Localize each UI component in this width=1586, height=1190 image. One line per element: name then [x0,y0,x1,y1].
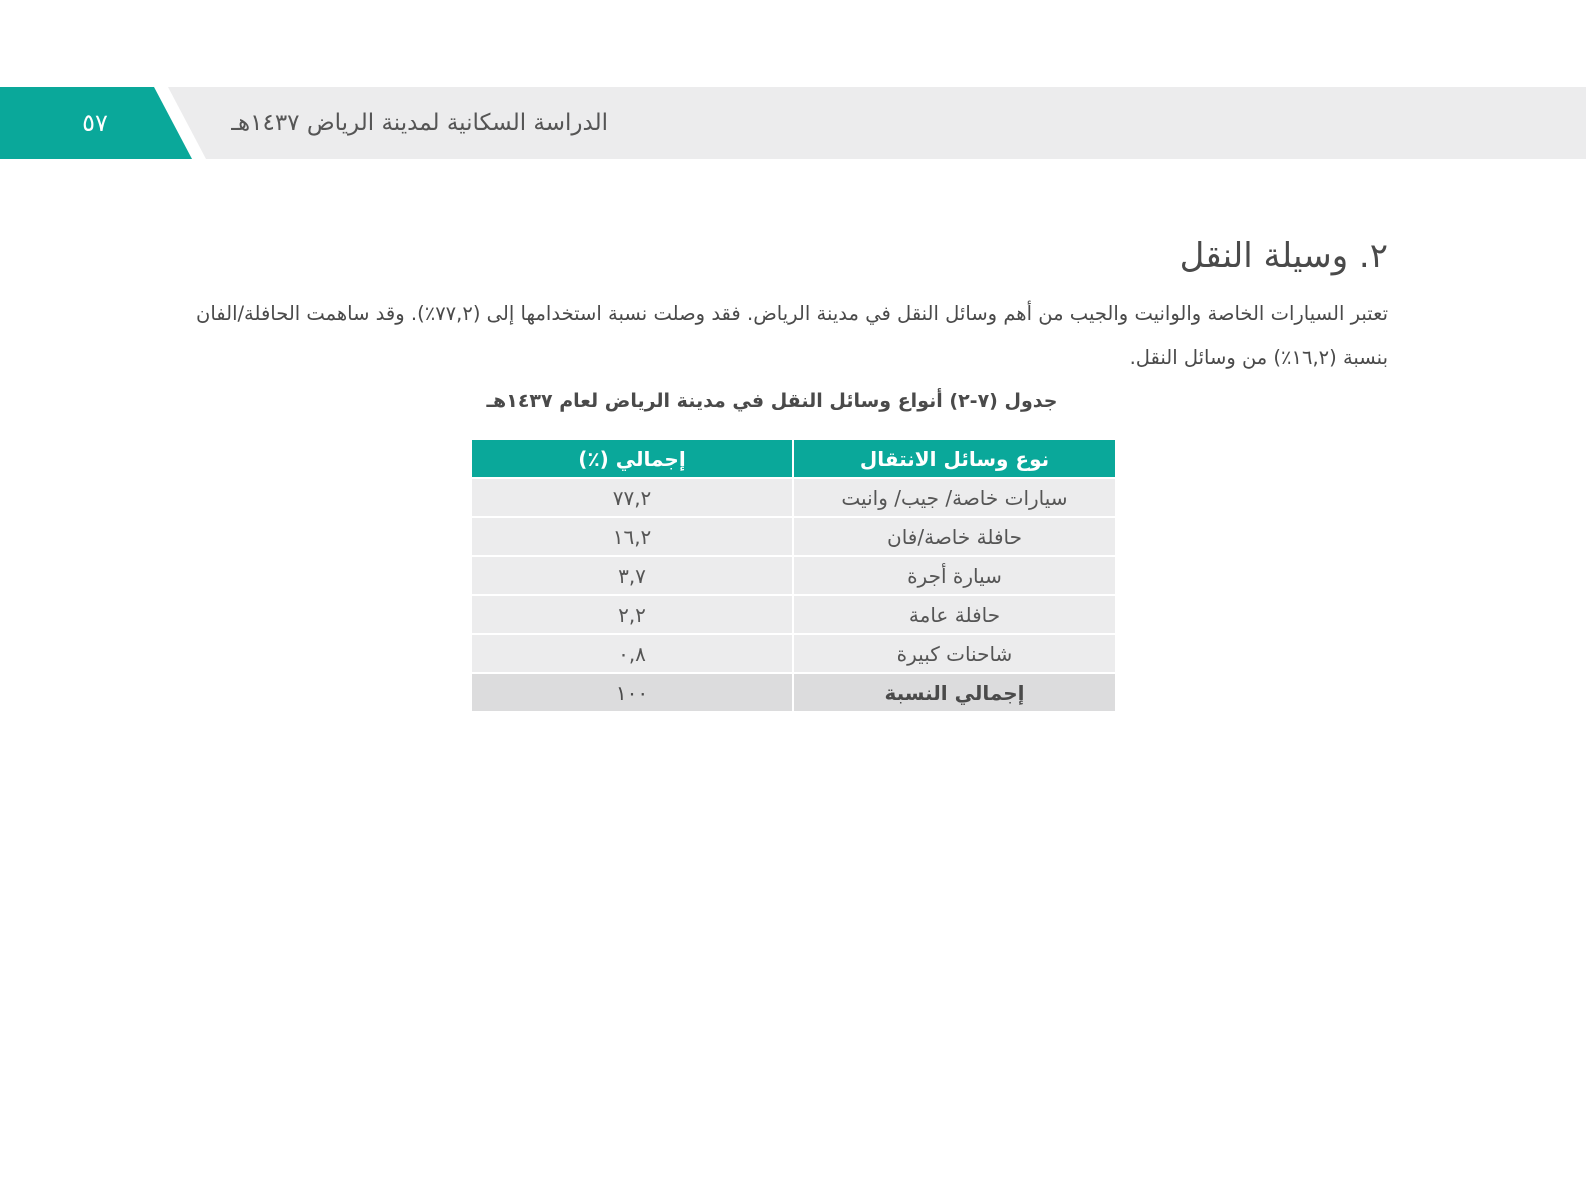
row-label: حافلة عامة [793,595,1115,634]
row-value: ٠,٨ [472,634,793,673]
header-transport-type: نوع وسائل الانتقال [793,440,1115,478]
table-row [472,556,1115,595]
row-value: ٢,٢ [472,595,793,634]
page-number: ٥٧ [82,109,108,137]
total-label: إجمالي النسبة [793,673,1115,711]
table-row [472,634,1115,673]
row-label: حافلة خاصة/فان [793,517,1115,556]
table-total-row [472,673,1115,711]
running-title: الدراسة السكانية لمدينة الرياض ١٤٣٧هـ [231,110,608,136]
row-label: سيارة أجرة [793,556,1115,595]
total-value: ١٠٠ [472,673,793,711]
table-row [472,478,1115,517]
row-label: سيارات خاصة/ جيب/ وانيت [793,478,1115,517]
row-value: ٧٧,٢ [472,478,793,517]
section-heading: ٢. وسيلة النقل [1179,236,1388,276]
row-value: ٣,٧ [472,556,793,595]
header-total-percent: إجمالي (٪) [472,440,793,478]
row-value: ١٦,٢ [472,517,793,556]
table-row [472,595,1115,634]
transport-table [472,440,1115,711]
table-caption: جدول (٧-٢) أنواع وسائل النقل في مدينة الرياض لعام ١٤٣٧هـ [486,390,1058,412]
table-header-row [472,440,1115,478]
body-paragraph: تعتبر السيارات الخاصة والوانيت والجيب من أهم وسائل النقل في مدينة الرياض. فقد وصلت نسبة استخدامها إلى (٧٧,٢٪). وقد ساهمت الحافلة/الفان بنسبة (١٦,٢٪) من وسائل النقل. [196,302,1388,369]
row-label: شاحنات كبيرة [793,634,1115,673]
table-row [472,517,1115,556]
